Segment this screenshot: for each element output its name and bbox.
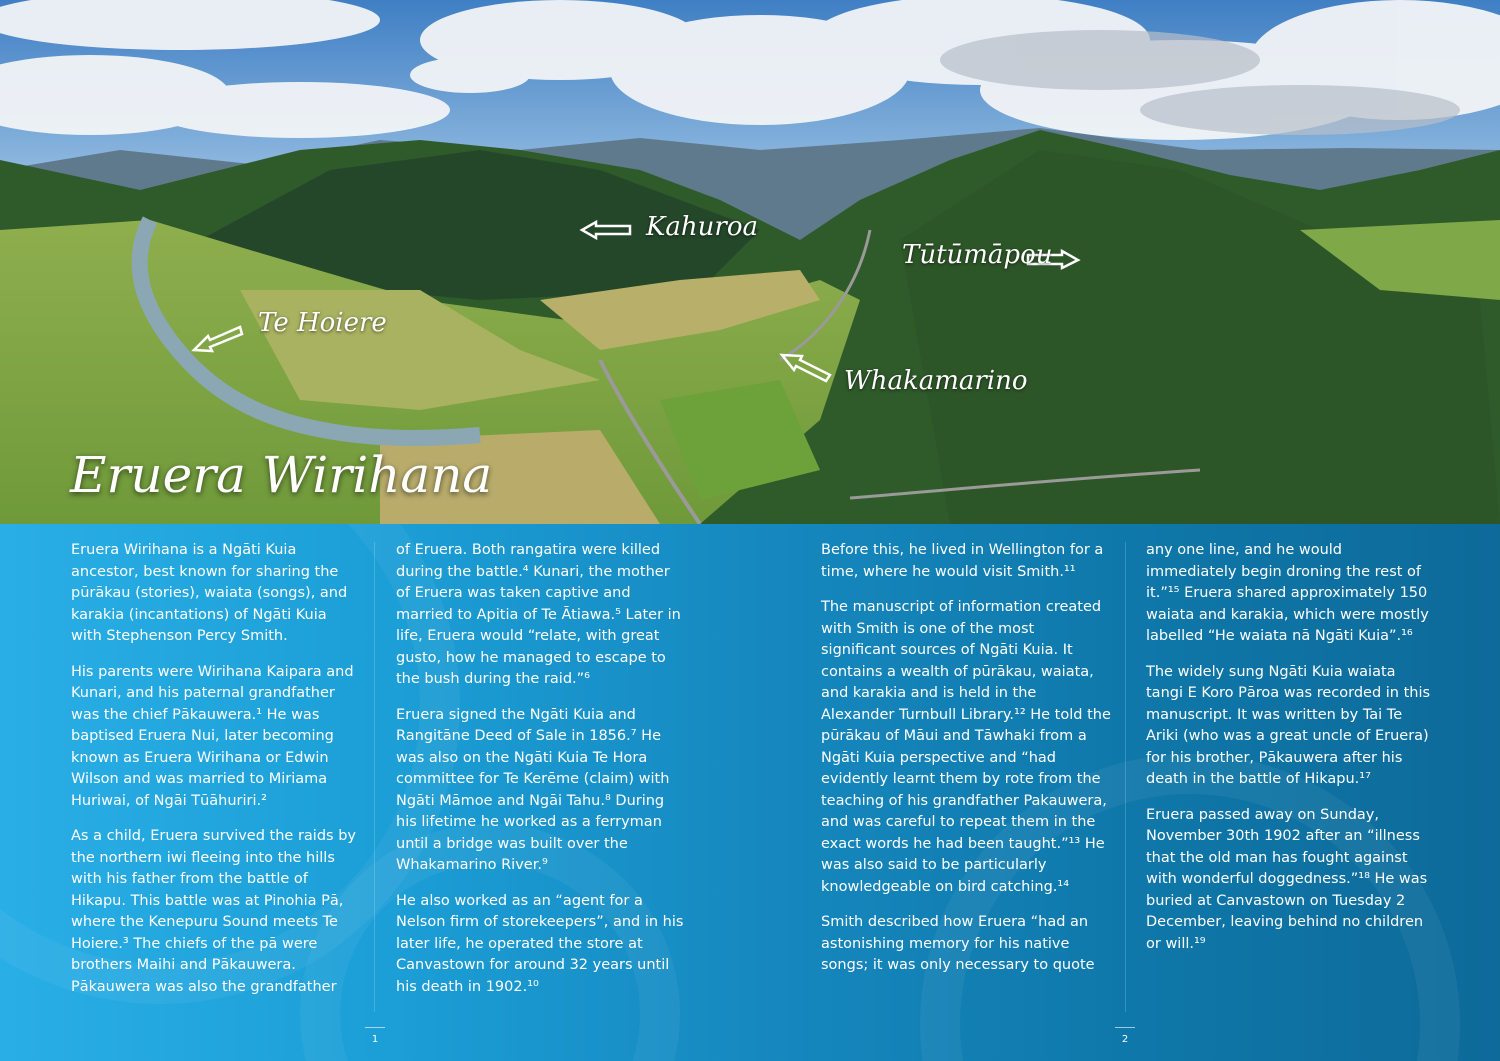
- paragraph: Before this, he lived in Wellington for a time, where he would visit Smith.¹¹: [821, 542, 1104, 580]
- paragraph: any one line, and he would immediately begin droning the rest of it.”¹⁵ Eruera shared approximately 150 waiata and karakia, which were mostly labelled “He waiata nā Ngāti Kuia”.¹⁶: [1146, 542, 1429, 644]
- page-number-right: 2: [1121, 1034, 1129, 1045]
- page-number-rule: [365, 1027, 385, 1028]
- paragraph: Eruera signed the Ngāti Kuia and Rangitāne Deed of Sale in 1856.⁷ He was also on the Ngāti Kuia Te Hora committee for Te Kerēme (claim) with Ngāti Māmoe and Ngāi Tahu.⁸ During his lifetime he worked as a ferryman until a bridge was built over the Whakamarino River.⁹: [396, 706, 670, 873]
- label-kahuroa: Kahuroa: [646, 212, 758, 242]
- column-divider: [1125, 542, 1126, 1012]
- paragraph: of Eruera. Both rangatira were killed during the battle.⁴ Kunari, the mother of Eruera was taken captive and married to Apitia of Te Ātiawa.⁵ Later in life, Eruera would “relate, with great gusto, how he managed to escape to the bush during the raid.”⁶: [396, 542, 681, 687]
- label-te-hoiere: Te Hoiere: [258, 308, 387, 338]
- page-number-rule: [1115, 1027, 1135, 1028]
- label-tutumapou: Tūtūmāpou: [902, 240, 1053, 270]
- text-panel: [0, 524, 1500, 1061]
- column-1: [71, 540, 361, 1012]
- paragraph: His parents were Wirihana Kaipara and Kunari, and his paternal grandfather was the chief Pākauwera.¹ He was baptised Eruera Nui, later becoming known as Eruera Wirihana or Edwin Wilson and was married to Miriama Huriwai, of Ngāi Tūāhuriri.²: [71, 663, 354, 809]
- paragraph: Eruera Wirihana is a Ngāti Kuia ancestor, best known for sharing the pūrākau (stories), waiata (songs), and karakia (incantations) of Ngāti Kuia with Stephenson Percy Smith.: [71, 542, 348, 644]
- column-divider: [374, 542, 375, 1012]
- paragraph: The widely sung Ngāti Kuia waiata tangi E Koro Pāroa was recorded in this manuscript. It was written by Tai Te Ariki (who was a great uncle of Eruera) for his brother, Pākauwera after his death in the battle of Hikapu.¹⁷: [1146, 663, 1431, 787]
- paragraph: Eruera passed away on Sunday, November 30th 1902 after an “illness that the old man has fought against with wonderful doggedness.”¹⁸ He was buried at Canvastown on Tuesday 2 December, leaving behind no children or will.¹⁹: [1146, 806, 1428, 952]
- paragraph: The manuscript of information created with Smith is one of the most significant sources of Ngāti Kuia. It contains a wealth of pūrākau, waiata, and karakia and is held in the Alexander Turnbull Library.¹² He told the pūrākau of Māui and Tāwhaki from a Ngāti Kuia perspective and “had evidently learnt them by rote from the teaching of his grandfather Pakauwera, and was careful to repeat them in the exact words he had been taught.”¹³ He was also said to be particularly knowledgeable on bird catching.¹⁴: [821, 599, 1111, 895]
- paragraph: As a child, Eruera survived the raids by the northern iwi fleeing into the hills with his father from the battle of Hikapu. This battle was at Pinohia Pā, where the Kenepuru Sound meets Te Hoiere.³ The chiefs of the pā were brothers Maihi and Pākauwera. Pākauwera was also the grandfather: [71, 828, 356, 995]
- column-4: [1146, 540, 1436, 969]
- page-number-left: 1: [371, 1034, 379, 1045]
- hero-image: [0, 0, 1500, 524]
- column-3: [821, 540, 1111, 991]
- page-title: Eruera Wirihana: [70, 446, 493, 504]
- paragraph: He also worked as an “agent for a Nelson firm of storekeepers”, and in his later life, he operated the store at Canvastown for around 32 years until his death in 1902.¹⁰: [396, 892, 684, 995]
- label-whakamarino: Whakamarino: [844, 366, 1028, 396]
- paragraph: Smith described how Eruera “had an astonishing memory for his native songs; it was only necessary to quote: [821, 914, 1095, 973]
- column-2: [396, 540, 686, 1012]
